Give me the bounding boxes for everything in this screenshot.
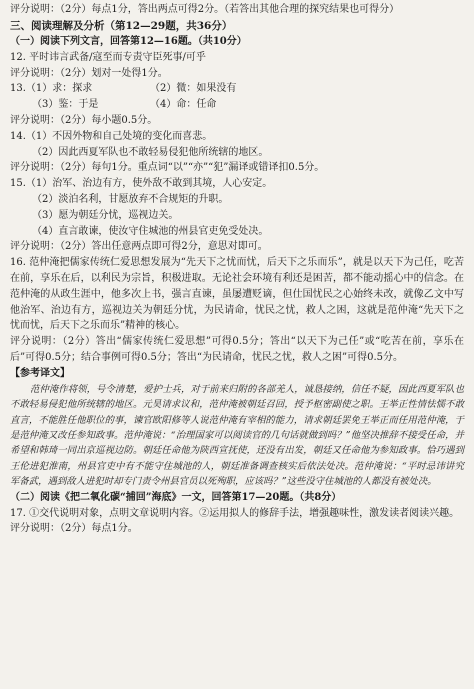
answer-13-2: （2）微：如果没有 xyxy=(150,83,237,95)
answer-14-2: （2）因此西夏军队也不敢轻易侵犯他所统辖的地区。 xyxy=(32,146,269,158)
answer-15-1: 15.（1）治军、治边有方，使外敌不敢到其境，人心安定。 xyxy=(10,178,273,190)
scoring-note: 评分说明：（2分）每点1分。 xyxy=(10,523,138,535)
reference-translation xyxy=(10,382,464,490)
scoring-note: 评分说明：（2分）答出“儒家传统仁爱思想”可得0.5分；答出“以天下为己任”或“吃苦在前，享乐在后”可得0.5分；结合事例可得0.5分；答出“为民请命，忧民之忧，救人之困”可得0.5分。 xyxy=(10,336,464,363)
scoring-note: 评分说明：（2分）每小题0.5分。 xyxy=(10,114,158,126)
answer-15-4: （4）直言敢谏，使汝守住城池的州县官吏免受处决。 xyxy=(32,225,269,237)
answer-13-4: （4）命：任命 xyxy=(150,99,217,111)
answer-13-3: （3）鉴：于是 xyxy=(32,99,99,111)
answer-13-row-2 xyxy=(10,97,464,113)
answer-13-1: 13.（1）求：探求 xyxy=(10,83,93,95)
answer-12: 12. 平时讳言武备/寇至而专责守臣死事/可乎 xyxy=(10,51,206,63)
scoring-note: 评分说明：（2分）每点1分，答出两点可得2分。（若答出其他合理的探究结果也可得分） xyxy=(10,4,400,15)
section-heading: 三、阅读理解及分析（第12—29题，共36分） xyxy=(10,19,233,32)
reference-paragraph: 范仲淹作将领，号令清楚，爱护士兵，对于前来归附的各部羌人，诚恳接纳，信任不疑，因此西夏军队也不敢轻易侵犯他所统辖的地区。元昊请求议和，范仲淹被朝廷召回，授予枢密副使之职。王举正性情怯懦不敢直言，不能胜任他职位的事，谏官欧阳修等人说范仲淹有宰相的能力，请求朝廷罢免王举正而任用范仲淹，于是范仲淹又改任参知政事。范仲淹说：“治理国家可以阅读官的几句话就做到吗？”他坚决推辞不接受任命，并希望和韩琦一同出京巡视边防。朝廷任命他为陕西宣抚使，还没有出发，朝廷又任命他为参知政事。恰巧遇到王伦进犯淮南，州县官吏中有不能守住城池的人，朝廷准备调查核实后依法处决。范仲淹说：“平时忌讳讲究军备武，遇到敌人进犯时却专门责令州县官员以死殉职，应该吗？”这些没守住城池的人都没有被处决。 xyxy=(10,383,464,488)
scoring-note: 评分说明：（2分）答出任意两点即可得2分，意思对即可。 xyxy=(10,241,268,253)
reference-translation-title: 【参考译文】 xyxy=(10,367,70,379)
subsection-heading: （一）阅读下列文言，回答第12—16题。（共10分） xyxy=(10,35,247,47)
answer-14-1: 14.（1）不因外物和自己处境的变化而喜悲。 xyxy=(10,130,213,142)
answer-15-2: （2）淡泊名利，甘愿放弃不合规矩的升职。 xyxy=(32,193,229,205)
answer-16: 16. 范仲淹把儒家传统仁爱思想发展为“先天下之忧而忧，后天下之乐而乐”，就是以天下为己任，吃苦在前，享乐在后，以利民为宗旨，积极进取。无论社会环境有利还是困苦，都不能动摇心中的信念。在范仲淹的从政生涯中，他多次上书，强言直谏，虽屡遭贬谪，但仕国忧民之心始终未改，就像乙文中写他治军、治边有方，巡视边关为朝廷分忧，为民请命，忧民之忧，救人之困，这就是范仲淹“先天下之忧而忧，后天下之乐而乐”精神的核心。 xyxy=(10,257,464,332)
answer-13-row-1 xyxy=(10,81,464,97)
scoring-note: 评分说明：（2分）每句1分。重点词“以”“亦”“犯”漏译或错译扣0.5分。 xyxy=(10,162,325,174)
subsection-heading: （二）阅读《把二氧化碳“捕回”海底》一文，回答第17—20题。（共8分） xyxy=(10,491,342,503)
answer-15-3: （3）愿为朝廷分忧，巡视边关。 xyxy=(32,209,179,221)
scoring-note: 评分说明：（2分）划对一处得1分。 xyxy=(10,67,168,79)
answer-17: 17. ①交代说明对象，点明文章说明内容。②运用拟人的修辞手法，增强趣味性，激发读者阅读兴趣。 xyxy=(10,507,460,519)
